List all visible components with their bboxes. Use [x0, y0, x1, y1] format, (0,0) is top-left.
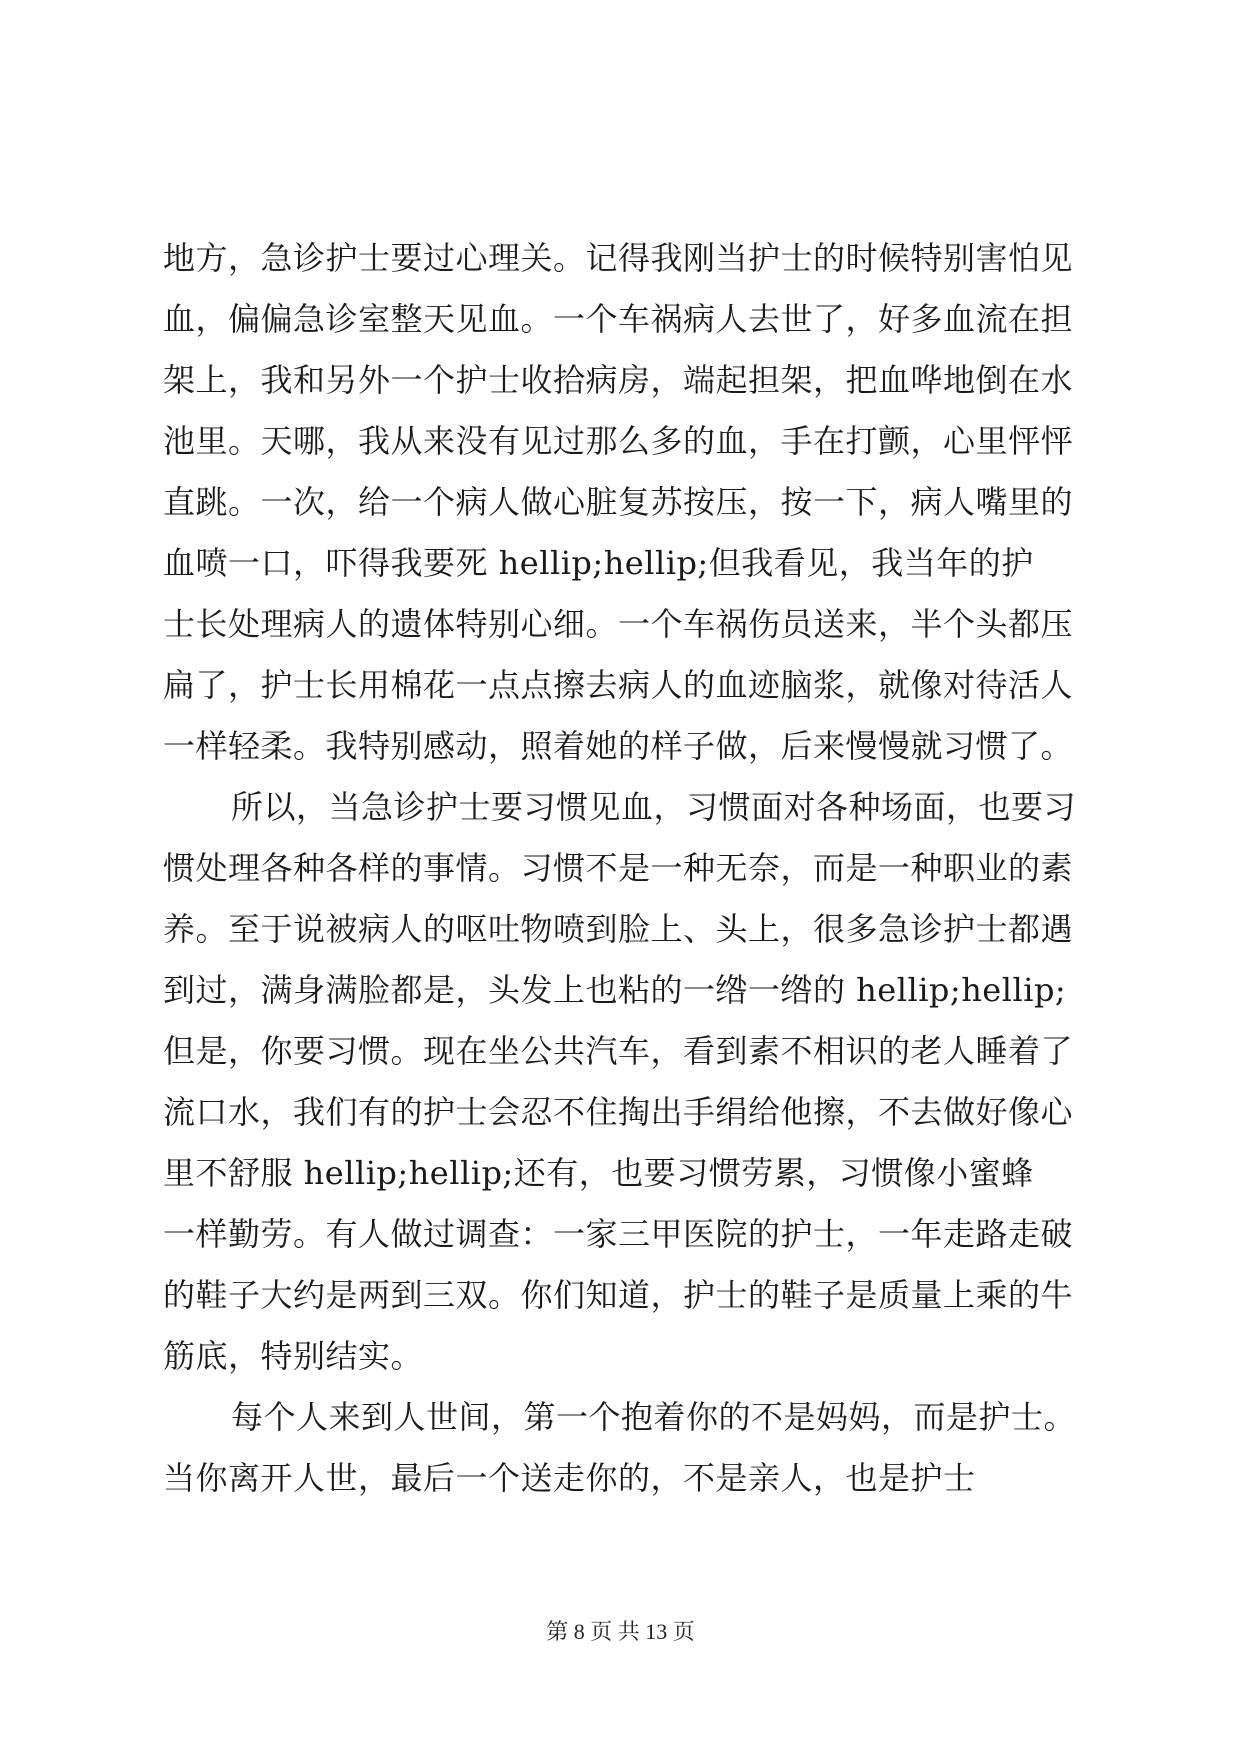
- text-line: 地方，急诊护士要过心理关。记得我刚当护士的时候特别害怕见: [163, 239, 1074, 277]
- paragraph-start-line: 每个人来到人世间，第一个抱着你的不是妈妈，而是护士。: [231, 1398, 1077, 1436]
- text-line: 但是，你要习惯。现在坐公共汽车，看到素不相识的老人睡着了: [163, 1032, 1074, 1070]
- text-line: 士长处理病人的遗体特别心细。一个车祸伤员送来，半个头都压: [163, 605, 1074, 643]
- text-line: 养。至于说被病人的呕吐物喷到脸上、头上，很多急诊护士都遇: [163, 910, 1074, 948]
- document-body: [163, 228, 1093, 1509]
- text-line: 里不舒服 hellip;hellip;还有，也要习惯劳累，习惯像小蜜蜂: [163, 1154, 1034, 1192]
- page-number-footer: 第 8 页 共 13 页: [546, 1619, 695, 1644]
- text-line: 到过，满身满脸都是，头发上也粘的一绺一绺的 hellip;hellip;: [163, 971, 1067, 1009]
- text-line: 架上，我和另外一个护士收拾病房，端起担架，把血哗地倒在水: [163, 361, 1074, 399]
- text-line: 筋底，特别结实。: [163, 1337, 424, 1375]
- text-line: 直跳。一次，给一个病人做心脏复苏按压，按一下，病人嘴里的: [163, 483, 1074, 521]
- paragraph-start-line: 所以，当急诊护士要习惯见血，习惯面对各种场面，也要习: [231, 788, 1077, 826]
- text-line: 当你离开人世，最后一个送走你的，不是亲人，也是护士: [163, 1459, 976, 1497]
- text-line: 一样勤劳。有人做过调查：一家三甲医院的护士，一年走路走破: [163, 1215, 1074, 1253]
- text-line: 的鞋子大约是两到三双。你们知道，护士的鞋子是质量上乘的牛: [163, 1276, 1074, 1314]
- text-line: 池里。天哪，我从来没有见过那么多的血，手在打颤，心里怦怦: [163, 422, 1074, 460]
- text-line: 血喷一口，吓得我要死 hellip;hellip;但我看见，我当年的护: [163, 544, 1034, 582]
- text-line: 一样轻柔。我特别感动，照着她的样子做，后来慢慢就习惯了。: [163, 727, 1074, 765]
- text-line: 惯处理各种各样的事情。习惯不是一种无奈，而是一种职业的素: [163, 849, 1074, 887]
- text-line: 流口水，我们有的护士会忍不住掏出手绢给他擦，不去做好像心: [163, 1093, 1074, 1131]
- text-line: 扁了，护士长用棉花一点点擦去病人的血迹脑浆，就像对待活人: [163, 666, 1074, 704]
- text-line: 血，偏偏急诊室整天见血。一个车祸病人去世了，好多血流在担: [163, 300, 1074, 338]
